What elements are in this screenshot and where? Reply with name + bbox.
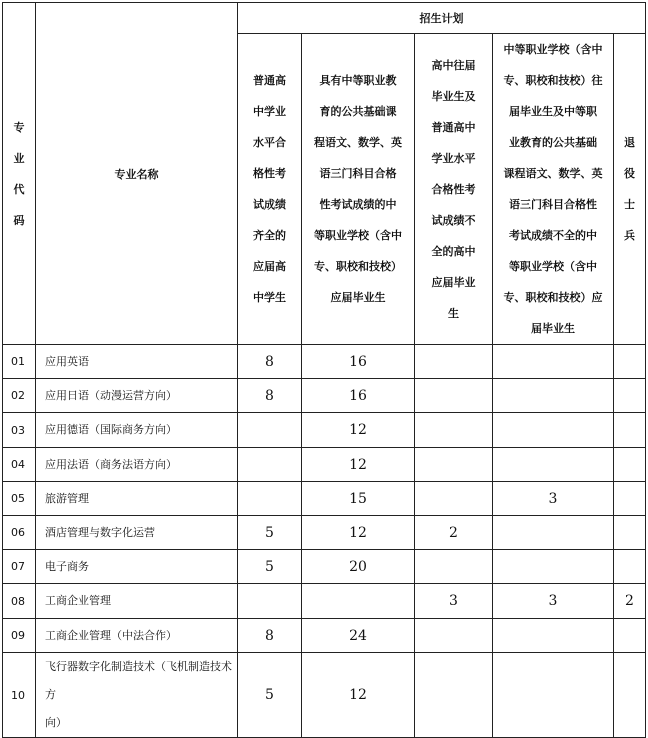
major-name-line: 应用日语（动漫运营方向） (45, 388, 177, 402)
col-header-line: 应届高 (253, 260, 286, 273)
col-header-line: 专、职校和技校）应 (503, 291, 603, 304)
col-header-line: 高中往届 (431, 58, 476, 72)
table-row (3, 413, 646, 448)
col-header-line: 水平合 (253, 136, 286, 149)
major-name (36, 550, 238, 584)
quota-cell-5 (614, 379, 646, 413)
col-header-3 (415, 34, 493, 345)
col-header-line: 中学业 (253, 105, 286, 118)
quota-cell-2: 15 (302, 482, 415, 516)
col-header-line: 齐全的 (253, 229, 286, 242)
col-header-line: 等职业学校（含中 (314, 229, 402, 242)
col-header-line: 退 (624, 136, 635, 149)
quota-cell-3: 3 (415, 584, 493, 619)
major-name (36, 413, 238, 448)
quota-cell-2: 12 (302, 653, 415, 738)
table-row (3, 653, 646, 738)
major-code: 06 (3, 516, 36, 550)
col-header-line: 试成绩 (253, 198, 286, 211)
major-name (36, 516, 238, 550)
col-header-line: 合格性考 (431, 182, 476, 196)
quota-cell-1: 5 (238, 653, 302, 738)
col-header-line: 届毕业生及中等职 (509, 105, 597, 118)
major-code: 01 (3, 345, 36, 379)
col-header-line: 性考试成绩的中 (319, 198, 397, 211)
header-row-1 (3, 3, 646, 34)
col-header-line: 毕业生及 (431, 89, 476, 103)
quota-cell-3 (415, 448, 493, 482)
enrollment-plan-header: 招生计划 (238, 3, 646, 34)
code-header-char: 专 (13, 120, 25, 134)
major-name (36, 619, 238, 653)
col-header-2 (302, 34, 415, 345)
major-name-line: 工商企业管理（中法合作） (45, 628, 177, 642)
major-name-line: 工商企业管理 (45, 594, 111, 607)
table-row (3, 448, 646, 482)
quota-cell-5 (614, 550, 646, 584)
quota-cell-4 (493, 448, 614, 482)
quota-cell-3 (415, 482, 493, 516)
col-header-5 (614, 34, 646, 345)
quota-cell-3 (415, 345, 493, 379)
quota-cell-2 (302, 584, 415, 619)
col-header-line: 学业水平 (431, 151, 476, 165)
quota-cell-3: 2 (415, 516, 493, 550)
quota-cell-5 (614, 413, 646, 448)
col-header-4 (493, 34, 614, 345)
col-header-line: 考试成绩不全的中 (509, 229, 597, 242)
major-name-line: 应用德语（国际商务方向） (45, 423, 177, 436)
quota-cell-3 (415, 379, 493, 413)
col-header-1 (238, 34, 302, 345)
quota-cell-2: 12 (302, 448, 415, 482)
col-header-line: 中等职业学校（含中 (503, 43, 603, 56)
quota-cell-1: 5 (238, 550, 302, 584)
quota-cell-1: 8 (238, 379, 302, 413)
quota-cell-5 (614, 448, 646, 482)
major-name-line: 向） (45, 716, 67, 729)
quota-cell-1 (238, 482, 302, 516)
major-name-line: 应用英语 (45, 354, 89, 368)
table-row (3, 619, 646, 653)
major-code: 04 (3, 448, 36, 482)
quota-cell-4: 3 (493, 584, 614, 619)
major-name-header: 专业名称 (36, 3, 238, 345)
major-code: 02 (3, 379, 36, 413)
quota-cell-4 (493, 516, 614, 550)
table-row (3, 345, 646, 379)
major-name-line: 飞行器数字化制造技术（飞机制造技术方 (45, 660, 232, 701)
quota-cell-2: 12 (302, 516, 415, 550)
quota-cell-5 (614, 516, 646, 550)
table-row (3, 550, 646, 584)
quota-cell-4 (493, 619, 614, 653)
col-header-line: 试成绩不 (431, 213, 476, 227)
col-header-line: 役 (624, 167, 635, 180)
quota-cell-3 (415, 653, 493, 738)
table-row (3, 516, 646, 550)
col-header-line: 普通高中 (431, 120, 476, 134)
major-code: 05 (3, 482, 36, 516)
col-header-line: 格性考 (253, 167, 286, 180)
major-code: 08 (3, 584, 36, 619)
major-code-header (3, 3, 36, 345)
col-header-line: 届毕业生 (531, 322, 575, 335)
col-header-line: 中学生 (253, 291, 286, 304)
quota-cell-3 (415, 550, 493, 584)
col-header-line: 应届毕业 (431, 275, 476, 289)
col-header-line: 普通高 (253, 74, 286, 87)
col-header-line: 兵 (624, 229, 635, 242)
quota-cell-4 (493, 345, 614, 379)
col-header-line: 程语文、数学、英 (314, 136, 402, 149)
col-header-line: 等职业学校（含中 (509, 260, 597, 273)
quota-cell-5 (614, 619, 646, 653)
major-name-line: 电子商务 (45, 559, 89, 573)
col-header-line: 课程语文、数学、英 (503, 167, 603, 180)
major-code: 09 (3, 619, 36, 653)
major-code: 10 (3, 653, 36, 738)
col-header-line: 生 (448, 306, 459, 320)
code-header-char: 代 (13, 182, 25, 196)
quota-cell-4 (493, 550, 614, 584)
quota-cell-4: 3 (493, 482, 614, 516)
col-header-line: 具有中等职业教 (319, 74, 397, 87)
major-name (36, 653, 238, 738)
quota-cell-3 (415, 619, 493, 653)
col-header-line: 应届毕业生 (330, 291, 386, 304)
code-header-char: 业 (13, 151, 25, 165)
quota-cell-2: 20 (302, 550, 415, 584)
col-header-line: 专、职校和技校）往 (503, 74, 603, 87)
major-code: 07 (3, 550, 36, 584)
quota-cell-1: 8 (238, 345, 302, 379)
table-row (3, 584, 646, 619)
quota-cell-4 (493, 379, 614, 413)
quota-cell-2: 16 (302, 379, 415, 413)
major-name-line: 旅游管理 (45, 491, 89, 505)
major-code: 03 (3, 413, 36, 448)
col-header-line: 语三门科目合格性 (509, 198, 597, 211)
major-name (36, 584, 238, 619)
quota-cell-1 (238, 448, 302, 482)
major-name-line: 酒店管理与数字化运营 (45, 525, 155, 539)
quota-cell-3 (415, 413, 493, 448)
col-header-line: 全的高中 (431, 244, 476, 258)
quota-cell-5 (614, 482, 646, 516)
quota-cell-1: 5 (238, 516, 302, 550)
quota-cell-5 (614, 653, 646, 738)
quota-cell-1 (238, 584, 302, 619)
quota-cell-2: 12 (302, 413, 415, 448)
table-row (3, 379, 646, 413)
col-header-line: 语三门科目合格 (319, 167, 397, 180)
major-name (36, 345, 238, 379)
code-header-char: 码 (13, 213, 25, 227)
quota-cell-2: 24 (302, 619, 415, 653)
major-name (36, 379, 238, 413)
quota-cell-1: 8 (238, 619, 302, 653)
major-name (36, 482, 238, 516)
quota-cell-4 (493, 413, 614, 448)
table-row (3, 482, 646, 516)
quota-cell-4 (493, 653, 614, 738)
quota-cell-2: 16 (302, 345, 415, 379)
major-name-line: 应用法语（商务法语方向） (45, 457, 177, 471)
col-header-line: 业教育的公共基础 (509, 136, 597, 149)
col-header-line: 专、职校和技校） (314, 260, 402, 273)
quota-cell-5: 2 (614, 584, 646, 619)
enrollment-plan-table (2, 2, 646, 738)
col-header-line: 士 (624, 198, 635, 211)
col-header-line: 育的公共基础课 (319, 105, 397, 118)
quota-cell-1 (238, 413, 302, 448)
major-name (36, 448, 238, 482)
quota-cell-5 (614, 345, 646, 379)
